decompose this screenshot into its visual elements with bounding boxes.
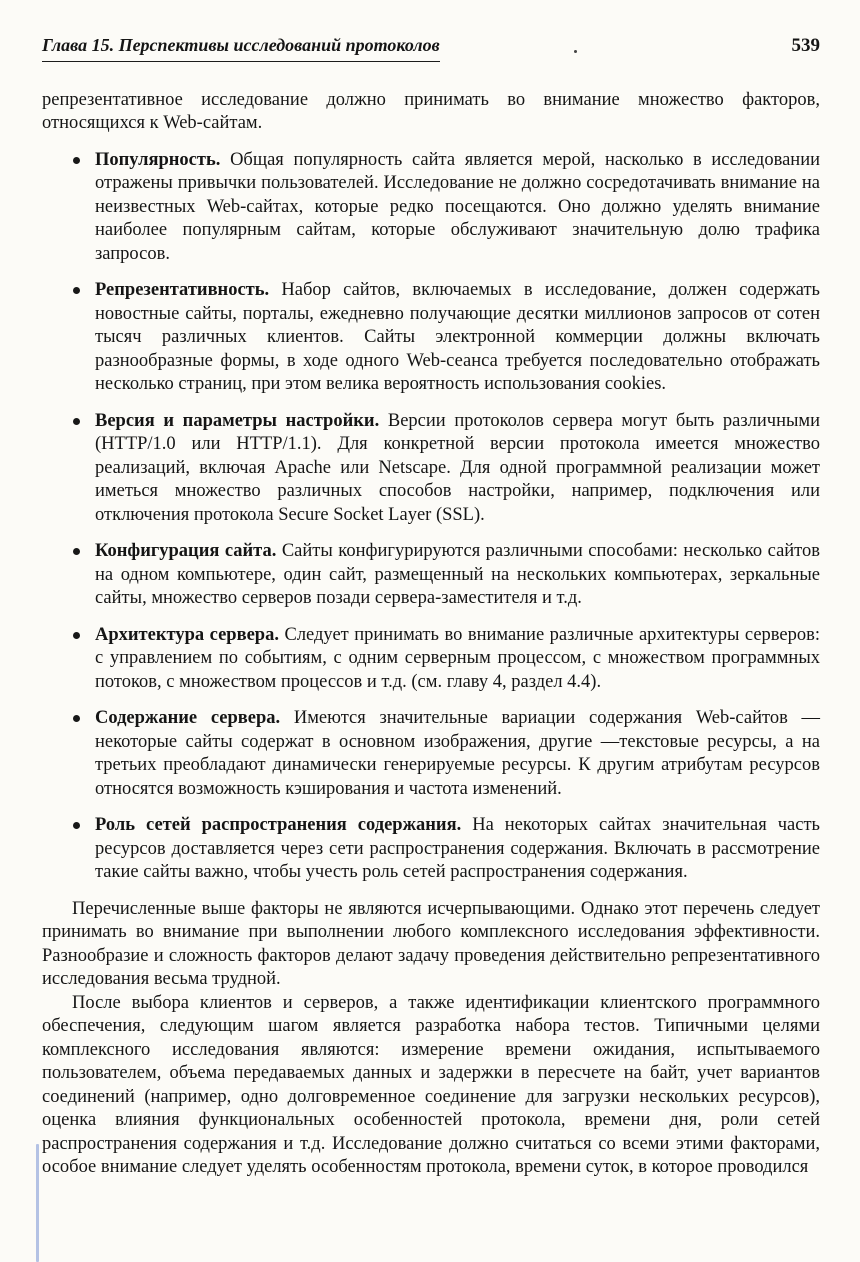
bullet-text: Версии протоколов сервера могут быть различными (HTTP/1.0 или HTTP/1.1). Для конкретной версии протокола имеется множество реализаций, включая Apache или Netscape. Для одной программной реализации может иметься множество различных способов настройки, например, подключения или отключения протокола Secure Socket Layer (SSL). <box>95 410 821 525</box>
bullet-title: Архитектура сервера. <box>95 624 279 645</box>
page-number: 539 <box>791 35 820 56</box>
bullet-text: Следует принимать во внимание различные архитектуры серверов: с управлением по событиям, с одним серверным процессом, с множеством программных потоков, с множеством процессов и т.д. (см. главу 4, раздел 4.4). <box>95 624 820 692</box>
bullet-icon <box>73 157 80 164</box>
list-item <box>42 540 820 611</box>
list-item <box>42 410 820 528</box>
intro-paragraph: репрезентативное исследование должно принимать во внимание множество факторов, относящихся к Web-сайтам. <box>42 89 820 133</box>
bullet-icon <box>73 715 80 722</box>
body-paragraph: После выбора клиентов и серверов, а также идентификации клиентского программного обеспечения, следующим шагом является разработка набора тестов. Типичными целями комплексного исследования являются: измерение времени ожидания, испытываемого пользователем, объема передаваемых данных и задержки в пересчете на байт, учет вариантов соединений (например, одно долговременное соединение для загрузки нескольких ресурсов), оценка влияния функциональных особенностей протокола, времени дня, роли сетей распространения содержания и т.д. Исследование должно считаться со всеми этими факторами, особое внимание следует уделять особенностям протокола, времени суток, в которое проводился <box>42 992 820 1177</box>
bullet-icon <box>73 287 80 294</box>
page-header <box>42 34 820 62</box>
running-head: Глава 15. Перспективы исследований протоколов <box>42 34 440 62</box>
bullet-list <box>42 149 820 885</box>
bullet-icon <box>73 822 80 829</box>
list-item <box>42 624 820 695</box>
bullet-text: Имеются значительные вариации содержания Web-сайтов — некоторые сайты содержат в основном изображения, другие —текстовые ресурсы, а на третьих преобладают динамически генерируемые ресурсы. К другим атрибутам ресурсов относятся возможность кэширования и частота изменений. <box>95 708 821 799</box>
scan-speck <box>574 50 577 53</box>
bullet-title: Конфигурация сайта. <box>95 541 277 561</box>
list-item <box>42 707 820 801</box>
bullet-text: Сайты конфигурируются различными способами: несколько сайтов на одном компьютере, один сайт, размещенный на нескольких компьютерах, зеркальные сайты, множество серверов позади сервера-заместителя и т.д. <box>95 541 821 608</box>
body-paragraph: Перечисленные выше факторы не являются исчерпывающими. Однако этот перечень следует принимать во внимание при выполнении любого комплексного исследования эффективности. Разнообразие и сложность факторов делают задачу проведения действительно репрезентативного исследования весьма трудной. <box>42 898 820 989</box>
bullet-title: Репрезентативность. <box>95 280 270 300</box>
bullet-icon <box>73 632 80 639</box>
bullet-text: Набор сайтов, включаемых в исследование, должен содержать новостные сайты, порталы, ежедневно получающие десятки миллионов запросов от сотен тысяч различных клиентов. Сайты электронной коммерции должны включать разнообразные формы, в ходе одного Web-сеанса требуется последовательно отображать несколько страниц, при этом велика вероятность использования cookies. <box>95 280 820 394</box>
bullet-text: Общая популярность сайта является мерой, насколько в исследовании отражены привычки пользователей. Исследование не должно сосредотачивать внимание на неизвестных Web-сайтах, которые редко посещаются. Оно должно уделять внимание наиболее популярным сайтам, которые обслуживают значительную долю трафика запросов. <box>95 149 820 264</box>
bullet-title: Содержание сервера. <box>95 708 281 728</box>
scan-artifact-line <box>36 1144 39 1262</box>
bullet-title: Роль сетей распространения содержания. <box>95 815 462 835</box>
bullet-icon <box>73 548 80 555</box>
list-item <box>42 149 820 267</box>
bullet-title: Популярность. <box>95 149 221 170</box>
list-item <box>42 814 820 885</box>
bullet-icon <box>73 418 80 425</box>
bullet-title: Версия и параметры настройки. <box>95 410 380 431</box>
bullet-text: На некоторых сайтах значительная часть ресурсов доставляется через сети распространения содержания. Включать в рассмотрение такие сайты важно, чтобы учесть роль сетей распространения содержания. <box>95 815 820 882</box>
list-item <box>42 279 820 397</box>
